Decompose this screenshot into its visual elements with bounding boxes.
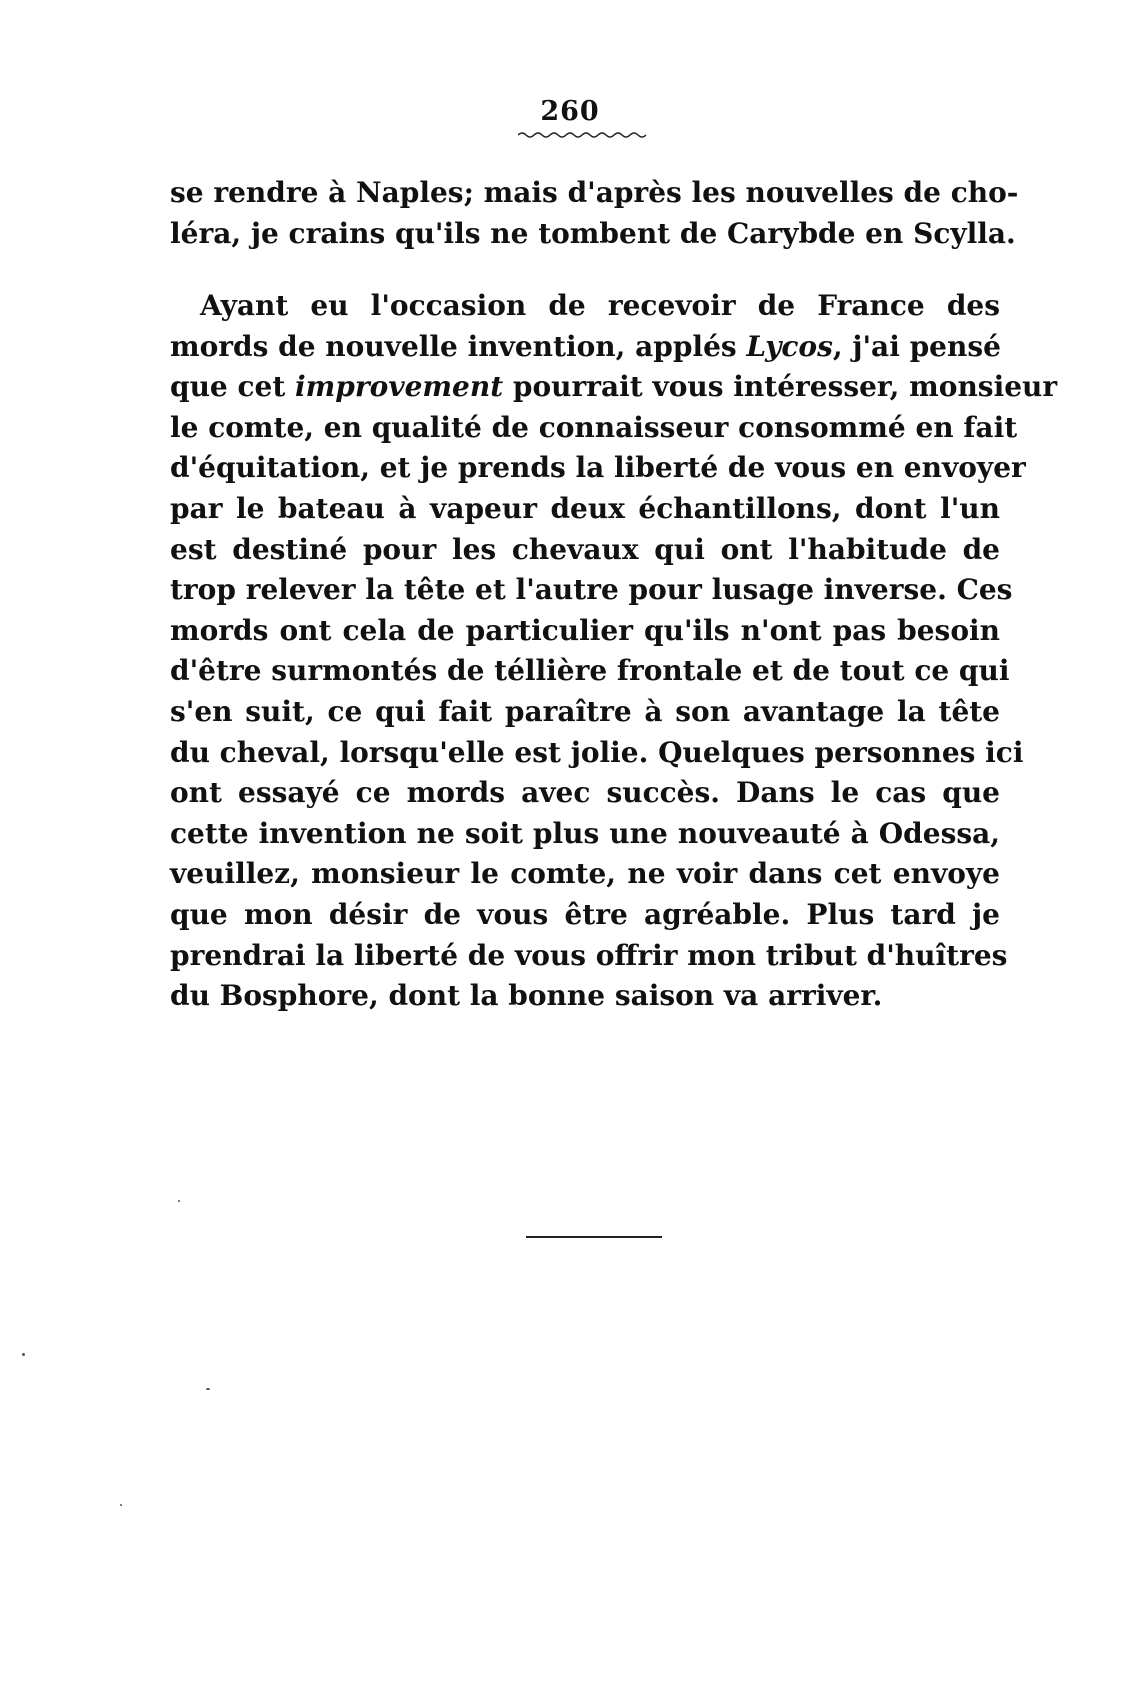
- page-number-ornament: [518, 130, 648, 140]
- text-line: se rendre à Naples; mais d'après les nouvelles de cho-: [170, 176, 1019, 209]
- text-line: d'être surmontés de téllière frontale et de tout ce qui: [170, 654, 1010, 688]
- text-run: pourrait vous intéresser, monsieur: [503, 370, 1058, 404]
- text-line: [170, 326, 1000, 367]
- text-line: cette invention ne soit plus une nouveauté à Odessa,: [170, 816, 1000, 850]
- text-run: , j'ai pensé: [832, 329, 1001, 363]
- text-run: que cet: [170, 370, 296, 404]
- text-line: léra, je crains qu'ils ne tombent de Carybde en Scylla.: [170, 217, 1016, 250]
- paragraph-continued: [170, 172, 1019, 254]
- text-line: du Bosphore, dont la bonne saison va arriver.: [170, 979, 883, 1013]
- text-line: ont essayé ce mords avec succès. Dans le cas que: [170, 776, 1000, 810]
- scan-speck: [120, 1504, 122, 1506]
- text-line: [170, 366, 1058, 407]
- paragraph-main: [170, 285, 1058, 1016]
- text-line: du cheval, lorsqu'elle est jolie. Quelques personnes ici: [170, 735, 1024, 769]
- scan-speck: [178, 1200, 180, 1202]
- text-line: mords ont cela de particulier qu'ils n'ont pas besoin: [170, 613, 1000, 647]
- scan-speck: [206, 1388, 210, 1390]
- text-run: mords de nouvelle invention, applés: [170, 329, 747, 363]
- text-line: que mon désir de vous être agréable. Plus tard je: [170, 897, 1000, 931]
- page-number: 260: [540, 96, 600, 127]
- text-line: veuillez, monsieur le comte, ne voir dans cet envoye: [170, 857, 1000, 891]
- italic-term-improvement: improvement: [295, 370, 504, 404]
- text-line: prendrai la liberté de vous offrir mon tribut d'huîtres: [170, 938, 1008, 972]
- text-line: est destiné pour les chevaux qui ont l'habitude de: [170, 532, 1000, 566]
- italic-term-lycos: Lycos: [746, 329, 833, 363]
- text-line: Ayant eu l'occasion de recevoir de France des: [200, 289, 1000, 322]
- text-line: d'équitation, et je prends la liberté de vous en envoyer: [170, 451, 1026, 485]
- section-end-rule: [526, 1236, 662, 1238]
- text-line: s'en suit, ce qui fait paraître à son avantage la tête: [170, 694, 1000, 728]
- text-line: le comte, en qualité de connaisseur consommé en fait: [170, 410, 1018, 444]
- scan-speck: [22, 1353, 25, 1356]
- text-line: trop relever la tête et l'autre pour lusage inverse. Ces: [170, 573, 1013, 607]
- text-line: par le bateau à vapeur deux échantillons, dont l'un: [170, 491, 1000, 525]
